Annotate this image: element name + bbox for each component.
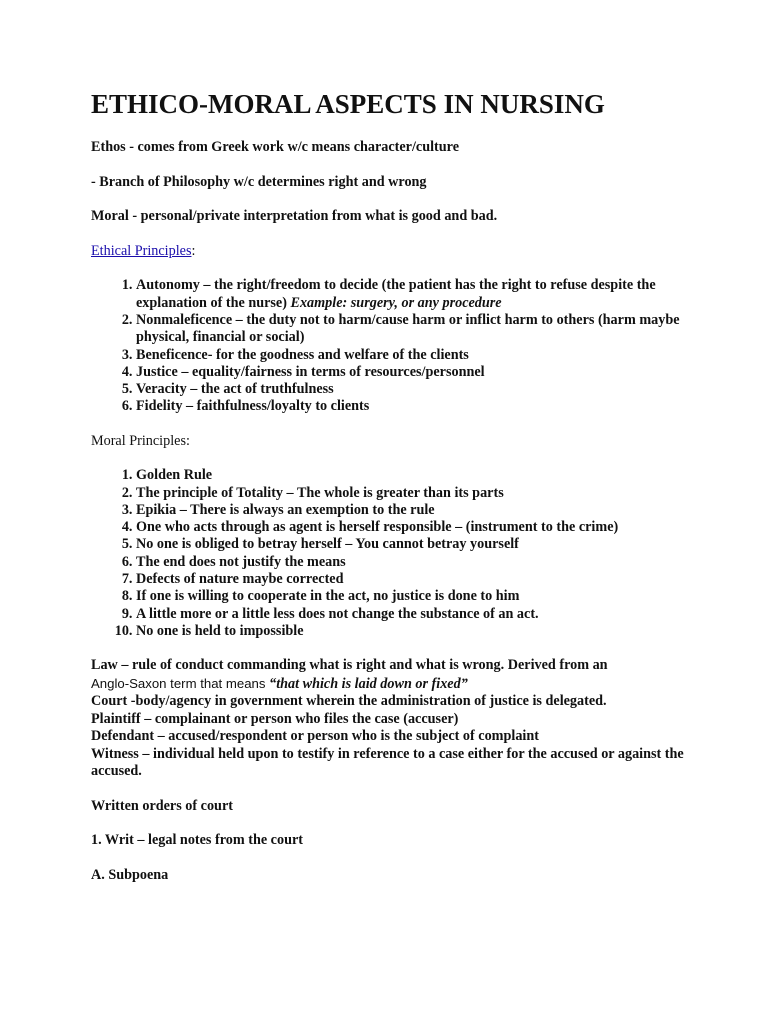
list-item [136, 347, 691, 364]
list-item-text: Veracity – the act of truthfulness [136, 381, 334, 398]
moral-definition: Moral - personal/private interpretation from what is good and bad. [91, 208, 498, 225]
list-item [136, 312, 691, 347]
moral-principles-heading: Moral Principles: [91, 432, 190, 449]
writ-item: 1. Writ – legal notes from the court [91, 832, 303, 849]
subpoena-item: A. Subpoena [91, 866, 169, 883]
list-item [136, 364, 691, 381]
written-orders-heading: Written orders of court [91, 797, 233, 814]
law-definition-line1: Law – rule of conduct commanding what is right and what is wrong. Derived from an [91, 657, 608, 674]
anglo-saxon-text: Anglo-Saxon term that means [91, 675, 270, 691]
defendant-definition: Defendant – accused/respondent or person who is the subject of complaint [91, 728, 539, 745]
law-definition-line2 [91, 675, 691, 694]
witness-definition: Witness – individual held upon to testify in reference to a case either for the accused or against the accused. [91, 745, 684, 780]
list-item [136, 381, 691, 398]
list-item-text: Nonmaleficence – the duty not to harm/cause harm or inflict harm to others (harm maybe physical, financial or social) [136, 311, 680, 346]
list-item: 1. Golden Rule [136, 467, 691, 484]
heading-colon: : [191, 242, 196, 259]
list-item-example: Example: surgery, or any procedure [290, 294, 502, 311]
law-quote: “that which is laid down or fixed” [269, 675, 468, 692]
law-definitions [91, 657, 691, 781]
ethical-principles-link[interactable]: Ethical Principles [91, 242, 192, 259]
list-item: 2. The principle of Totality – The whole is greater than its parts [136, 485, 691, 502]
list-item-text: Fidelity – faithfulness/loyalty to clients [136, 398, 370, 415]
list-item [136, 398, 691, 415]
list-item-text: Justice – equality/fairness in terms of resources/personnel [136, 363, 485, 380]
list-item-text: Beneficence- for the goodness and welfare of the clients [136, 346, 469, 363]
plaintiff-definition: Plaintiff – complainant or person who files the case (accuser) [91, 710, 459, 727]
court-definition: Court -body/agency in government wherein the administration of justice is delegated. [91, 693, 607, 710]
list-item: 8. If one is willing to cooperate in the act, no justice is done to him [136, 588, 691, 605]
branch-definition: - Branch of Philosophy w/c determines right and wrong [91, 173, 427, 190]
list-item: 5. No one is obliged to betray herself – You cannot betray yourself [136, 536, 691, 553]
list-item [136, 277, 691, 312]
list-item-text: Autonomy – the right/freedom to decide (the patient has the right to refuse despite the explanation of the nurse) [136, 277, 656, 311]
list-item: 9. A little more or a little less does not change the substance of an act. [136, 606, 691, 623]
list-item: 7. Defects of nature maybe corrected [136, 571, 691, 588]
list-item: 4. One who acts through as agent is herself responsible – (instrument to the crime) [136, 519, 691, 536]
ethos-definition: Ethos - comes from Greek work w/c means character/culture [91, 139, 460, 156]
page-title: ETHICO-MORAL ASPECTS IN NURSING [91, 89, 605, 119]
moral-principles-list [91, 467, 691, 640]
list-item: 10. No one is held to impossible [136, 623, 691, 640]
list-item: 6. The end does not justify the means [136, 554, 691, 571]
ethical-principles-list [91, 277, 691, 415]
list-item: 3. Epikia – There is always an exemption to the rule [136, 502, 691, 519]
ethical-principles-heading [91, 243, 691, 261]
document-page [91, 88, 691, 901]
